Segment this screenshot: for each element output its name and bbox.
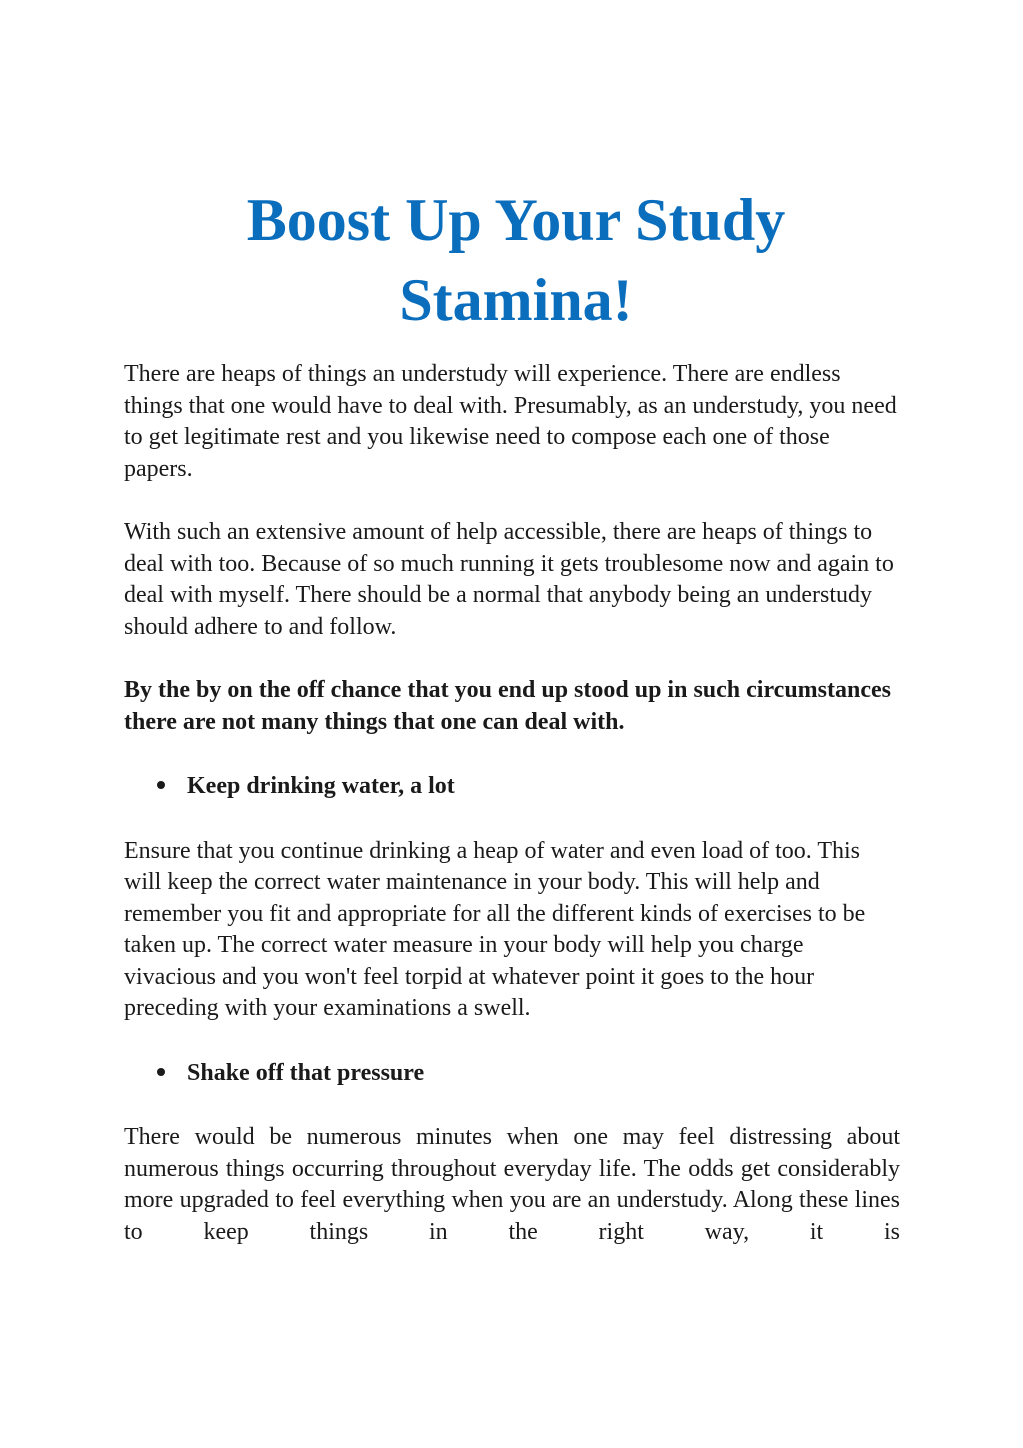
bullet-item-pressure [124,1058,900,1090]
bullet-dot-icon [157,1068,165,1076]
help-paragraph: With such an extensive amount of help accessible, there are heaps of things to deal with too. Because of so much running it gets troublesome now and again to deal with myself. There should be a normal that anybody being an understudy should adhere to and follow. [124,519,894,640]
bullet-dot-icon [157,781,165,789]
document-title [124,180,900,340]
intro-paragraph: There are heaps of things an understudy will experience. There are endless things that one would have to deal with. Presumably, as an understudy, you need to get legitimate rest and you likewise need to compose each one of those papers. [124,361,897,482]
bullet-label-water: Keep drinking water, a lot [187,773,455,799]
bullet-label-pressure: Shake off that pressure [187,1059,425,1086]
bullet-item-water [124,771,900,803]
water-paragraph: Ensure that you continue drinking a heap of water and even load of too. This will keep the correct water maintenance in your body. This will help and remember you fit and appropriate for all the different kinds of exercises to be taken up. The correct water measure in your body will help you charge vivacious and you won't feel torpid at whatever point it goes to the hour preceding with your examinations a swell. [124,837,866,1021]
document-page [124,180,900,1248]
pressure-paragraph: There would be numerous minutes when one may feel distressing about numerous things occurring throughout everyday life. The odds get considerably more upgraded to feel everything when you are an understudy. Along these lines to keep things in the right way, it is [124,1124,900,1245]
title-line-2: Stamina! [399,267,633,333]
bold-paragraph: By the by on the off chance that you end up stood up in such circumstances there are not many things that one can deal with. [124,677,891,735]
title-line-1: Boost Up Your Study [246,187,786,253]
